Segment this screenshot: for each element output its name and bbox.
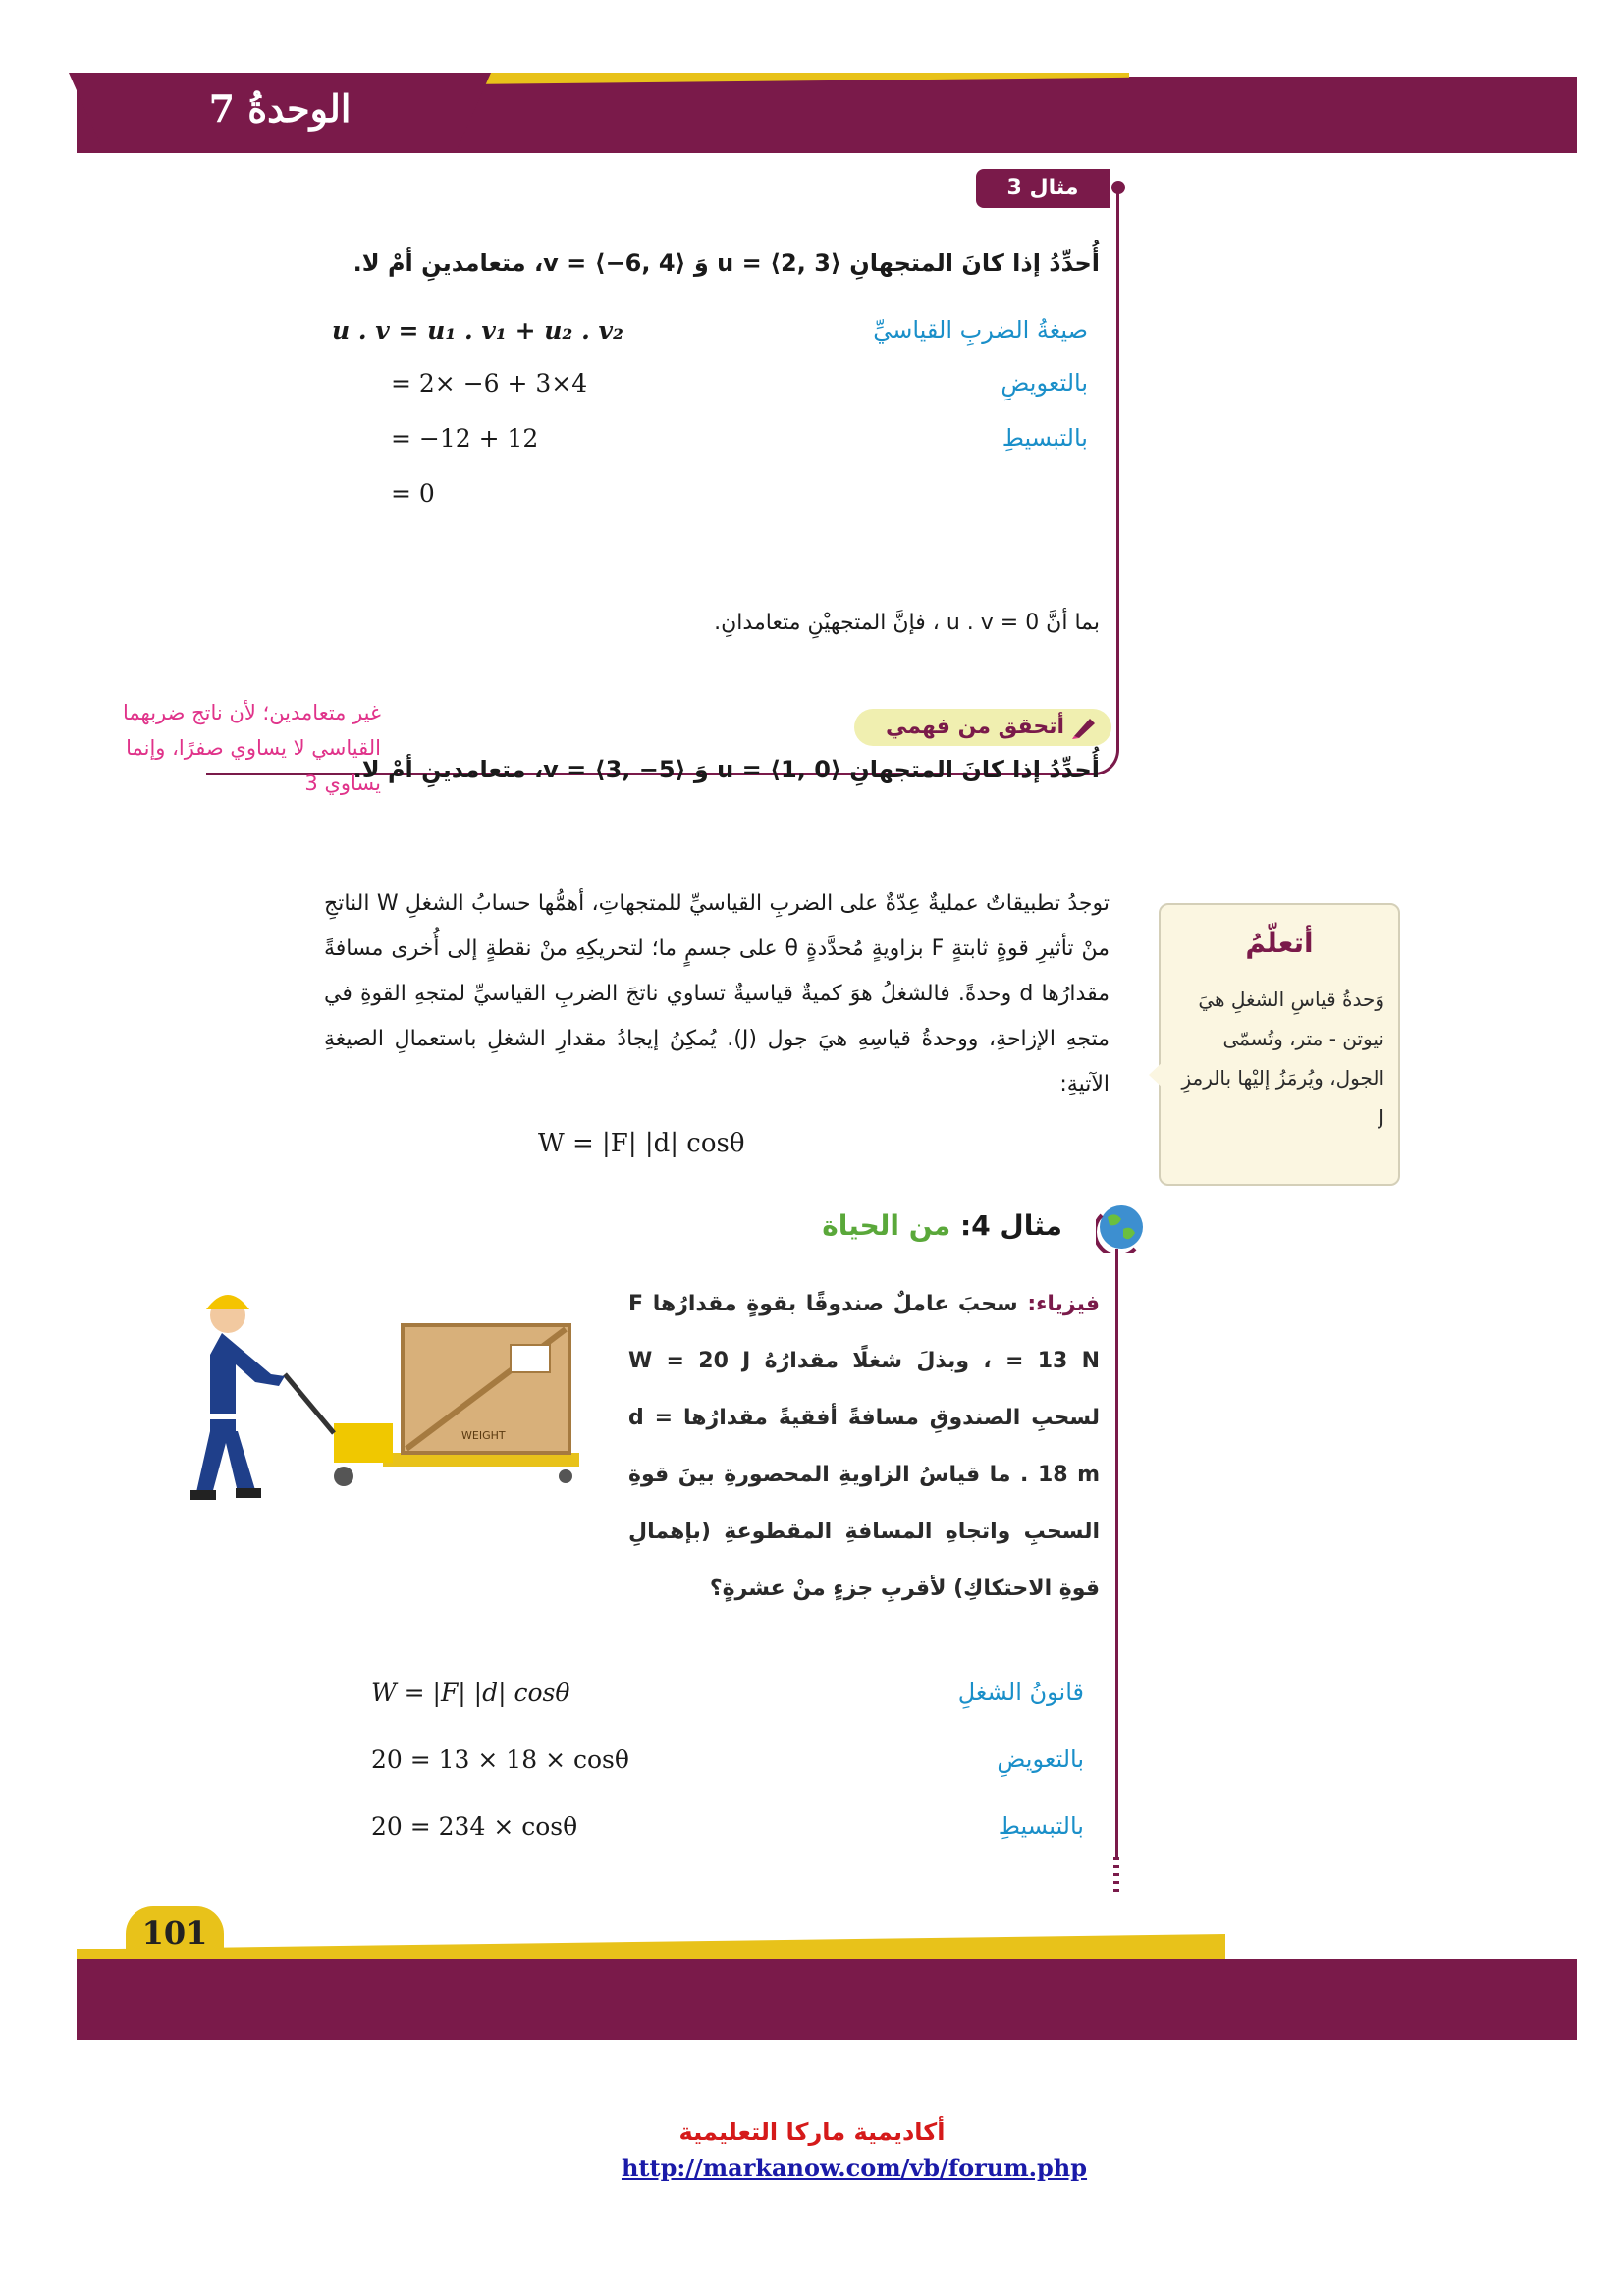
step-label-substitute-2: بالتعويضِ xyxy=(997,1745,1084,1773)
worker-boot xyxy=(190,1490,216,1500)
reflective-stripe xyxy=(210,1414,238,1419)
example-4-title-main: مثال 4: xyxy=(959,1209,1062,1242)
math-substitute-2: 20 = 13 × 18 × cosθ xyxy=(371,1745,629,1774)
learn-title: أتعلّمُ xyxy=(1245,927,1314,959)
work-formula: W = |F| |d| cosθ xyxy=(538,1129,745,1158)
worker-pulling-crate-illustration xyxy=(177,1266,609,1512)
step-label-dot-product: صيغةُ الضربِ القياسيِّ xyxy=(873,316,1088,344)
continuation-dots xyxy=(1113,1857,1119,1893)
example-4-subject: فيزياء: xyxy=(1027,1292,1100,1316)
math-work-law: W = |F| |d| cosθ xyxy=(371,1679,570,1707)
check-answer: غير متعامدين؛ لأن ناتج ضربهما القياسي لا يساوي صفرًا، وإنما يساوي 3 xyxy=(122,701,381,795)
step-label-substitute: بالتعويضِ xyxy=(1001,369,1088,397)
globe-icon xyxy=(1096,1201,1147,1253)
math-simplify-2: 20 = 234 × cosθ xyxy=(371,1812,578,1841)
unit-title: الوحدةُ 7 xyxy=(208,86,352,131)
check-question: أُحدِّدُ إذا كانَ المتجهانِ u = ⟨1, 0⟩ وَ v = ⟨3, −5⟩، متعامدينِ أمْ لا. xyxy=(352,756,1100,783)
example-3-question: أُحدِّدُ إذا كانَ المتجهانِ u = ⟨2, 3⟩ وَ v = ⟨−6, 4⟩، متعامدينِ أمْ لا. xyxy=(352,249,1100,277)
worker-legs xyxy=(196,1431,255,1494)
example-4-problem-text: سحبَ عاملٌ صندوقًا بقوةٍ مقدارُها F = 13 N ، وبذلَ شغلًا مقدارُهُ W = 20 J لسحبِ الصندوقِ مسافةً أفقيةً مقدارُها d = 18 m . ما قياسُ الزاويةِ المحصورةِ بينَ قوةِ السحبِ واتجاهِ المسافةِ المقطوعةِ (بإهمالِ قوةِ الاحتكاكِ) لأقربِ جزءٍ منْ عشرةٍ؟ xyxy=(628,1292,1101,1601)
wheel-icon xyxy=(334,1467,353,1486)
math-dot-product: u . v = u₁ . v₁ + u₂ . v₂ xyxy=(332,316,623,345)
check-understanding-tag: أتحقق من فهمي xyxy=(854,709,1111,746)
example-4-title xyxy=(822,1209,1062,1242)
math-result: = 0 xyxy=(391,479,435,507)
step-label-work-law: قانونُ الشغلِ xyxy=(957,1679,1084,1706)
step-label-simplify: بالتبسيطِ xyxy=(1001,424,1088,452)
math-simplify: = −12 + 12 xyxy=(391,424,539,453)
footer-link[interactable]: http://markanow.com/vb/forum.php xyxy=(621,2154,1088,2182)
pallet-jack-handle xyxy=(285,1374,334,1433)
worker-boot xyxy=(236,1488,261,1498)
crate-label: WEIGHT xyxy=(461,1429,506,1442)
example-3-conclusion: بما أنَّ u . v = 0 ، فإنَّ المتجهيْنِ متعامدانِ. xyxy=(714,611,1100,635)
pallet-jack-body xyxy=(334,1423,393,1463)
example-3-marker xyxy=(1111,181,1125,194)
example-4-problem xyxy=(628,1276,1100,1618)
pallet-jack-fork xyxy=(383,1453,579,1467)
math-substitute: = 2× −6 + 3×4 xyxy=(391,369,588,398)
example-4-rule xyxy=(1115,1249,1118,1857)
pen-icon xyxy=(1070,715,1098,740)
page-number: 101 xyxy=(141,1914,208,1951)
crate-label-plate xyxy=(511,1345,550,1372)
learn-text: وَحدةُ قياسِ الشغلِ هيَ نيوتن - متر، وتُسمّى الجول، ويُرمَزُ إليْها بالرمزِ J xyxy=(1181,988,1384,1129)
work-paragraph: توجدُ تطبيقاتٌ عمليةٌ عِدّةٌ على الضربِ القياسيِّ للمتجهاتِ، أهمُّها حسابُ الشغلِ W الناتجِ منْ تأثيرِ قوةٍ ثابتةٍ F بزاويةٍ مُحدَّدةٍ θ على جسمٍ ما؛ لتحريكِهِ منْ نقطةٍ إلى أُخرى مسافةً مقدارُها d وحدةً. فالشغلُ هوَ كميةٌ قياسيةٌ تساوي ناتجَ الضربِ القياسيِّ لمتجهِ القوةِ في متجهِ الإزاحةِ، ووحدةُ قياسِهِ هيَ جول (J). يُمكِنُ إيجادُ مقدارِ الشغلِ باستعمالِ الصيغةِ الآتيةِ: xyxy=(324,891,1110,1096)
wheel-icon xyxy=(559,1469,572,1483)
example-4-title-sub: من الحياة xyxy=(822,1209,951,1242)
footer-band xyxy=(77,1959,1577,2040)
hard-hat-icon xyxy=(206,1295,249,1309)
example-3-tag: مثال 3 xyxy=(976,169,1110,208)
step-label-simplify-2: بالتبسيطِ xyxy=(998,1812,1084,1840)
footer-title: أكاديمية ماركا التعليمية xyxy=(678,2118,946,2146)
